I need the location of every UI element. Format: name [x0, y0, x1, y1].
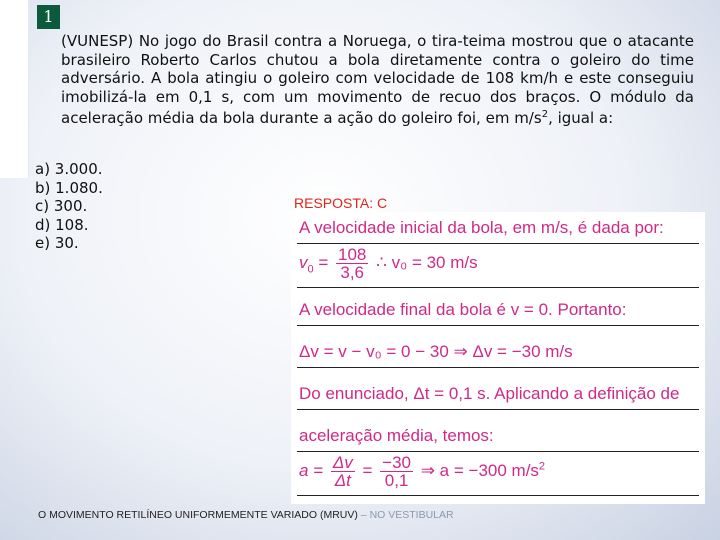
a-lhs: a =	[299, 460, 324, 480]
left-white-bar	[0, 0, 29, 178]
question-unit-exponent: 2	[541, 109, 549, 121]
option-a: a) 3.000.	[35, 160, 103, 178]
solution-line-1: A velocidade inicial da bola, em m/s, é dada por:	[299, 218, 664, 237]
rule-4	[297, 367, 699, 368]
v0-subscript: 0	[307, 263, 314, 276]
footer-main: O MOVIMENTO RETILÍNEO UNIFORMEMENTE VARIADO (MRUV)	[38, 509, 358, 521]
a-result: ⇒ a = −300 m/s	[420, 460, 539, 480]
a-fraction-1	[331, 454, 355, 489]
solution-line-6: aceleração média, temos:	[299, 426, 494, 445]
v0-numerator: 108	[338, 245, 367, 264]
v0-fraction	[336, 246, 368, 281]
answer-label: RESPOSTA: C	[294, 195, 388, 211]
rule-7	[297, 495, 699, 496]
question-text	[61, 32, 694, 128]
option-c: c) 300.	[35, 197, 88, 216]
rule-5	[297, 409, 699, 410]
answer-options	[35, 160, 103, 253]
a-fraction-2-numerator: −30	[382, 453, 411, 472]
solution-line-3: A velocidade final da bola é v = 0. Portanto:	[299, 300, 627, 319]
rule-3	[297, 325, 699, 326]
a-result-exponent: 2	[538, 460, 546, 473]
v0-result: ∴ v₀ = 30 m/s	[376, 252, 478, 272]
option-d: d) 108.	[35, 215, 89, 234]
footer-title	[38, 509, 454, 521]
question-number-badge: 1	[37, 5, 60, 29]
solution-line-5: Do enunciado, Δt = 0,1 s. Aplicando a definição de	[299, 384, 680, 403]
rule-1	[297, 243, 699, 244]
solution-line-4: Δv = v − v₀ = 0 − 30 ⇒ Δv = −30 m/s	[299, 342, 573, 361]
question-text-end: , igual a:	[548, 109, 614, 128]
footer-suffix: – NO VESTIBULAR	[357, 509, 454, 521]
a-fraction-2	[380, 454, 413, 489]
rule-2	[297, 287, 699, 288]
option-e: e) 30.	[35, 234, 79, 253]
solution-acceleration-equation: a = $\frac{\Delta v}{\Delta t}$ = $\frac{-30}{0,1}$ ⇒ a = −300 $m/s^2$	[299, 453, 546, 490]
solution-v0-equation: $v_0$ = $\frac{108}{3,6}$ ∴ v₀ = 30 m/s	[299, 245, 478, 282]
solution-panel	[291, 212, 705, 504]
a-fraction-1-numerator: Δv	[332, 453, 353, 472]
question-text-body: (VUNESP) No jogo do Brasil contra a Noruega, o tira-teima mostrou que o atacante brasileiro Roberto Carlos chutou a bola diretamente contra o goleiro do time adversário. A bola atingiu o goleiro com velocidade de 108 km/h e este conseguiu imobilizá-la em 0,1 s, com um movimento de recuo dos braços. O módulo da aceleração média da bola durante a ação do goleiro foi, em m/s	[61, 32, 694, 128]
option-b: b) 1.080.	[35, 178, 103, 197]
v0-denominator: 3,6	[340, 263, 365, 282]
rule-6	[297, 451, 699, 452]
a-fraction-2-denominator: 0,1	[384, 471, 409, 490]
a-fraction-1-denominator: Δt	[334, 471, 351, 490]
v0-symbol: v	[299, 252, 308, 272]
